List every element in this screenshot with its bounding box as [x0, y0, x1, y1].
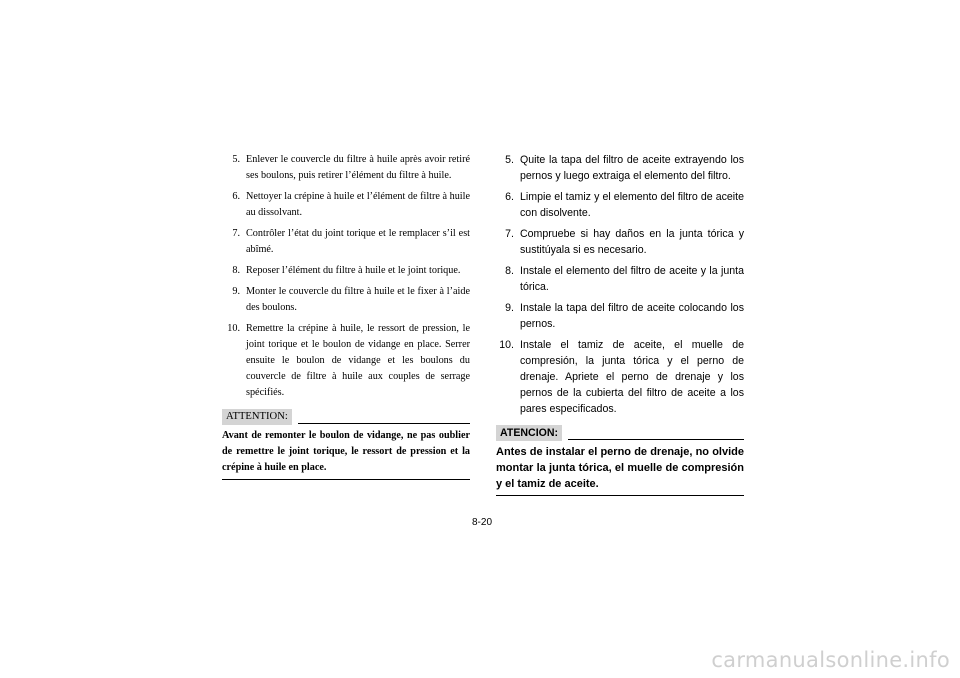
caution-label: ATENCION: — [496, 425, 562, 441]
french-step-7 — [222, 226, 470, 258]
step-number: 8. — [232, 265, 240, 276]
step-text: Instale la tapa del filtro de aceite colocando los pernos. — [520, 302, 744, 330]
page-number: 8-20 — [472, 517, 493, 528]
caution-rule — [298, 423, 470, 424]
french-step-5 — [222, 152, 470, 184]
spanish-step-5 — [496, 152, 744, 184]
spanish-step-8 — [496, 263, 744, 295]
step-number: 6. — [232, 191, 240, 202]
caution-end-rule — [222, 479, 470, 480]
french-step-9 — [222, 284, 470, 316]
step-number: 9. — [232, 286, 240, 297]
spanish-caution-box — [496, 425, 744, 496]
step-number: 6. — [505, 191, 514, 203]
step-text: Contrôler l’état du joint torique et le remplacer s’il est abîmé. — [246, 228, 470, 255]
watermark: carmanualsonline.info — [711, 648, 950, 672]
french-column — [222, 152, 470, 480]
french-caution-box — [222, 409, 470, 480]
step-text: Limpie el tamiz y el elemento del filtro de aceite con disolvente. — [520, 191, 744, 219]
step-text: Reposer l’élément du filtre à huile et le joint torique. — [246, 265, 461, 276]
step-number: 10. — [227, 323, 240, 334]
caution-rule — [568, 439, 744, 440]
step-number: 10. — [499, 339, 514, 351]
step-text: Remettre la crépine à huile, le ressort de pression, le joint torique et le boulon de vidange en place. Serrer ensuite le boulon de vidange et les boulons du couvercle de filtre à huile aux couples de serrage spécifiés. — [246, 323, 470, 398]
caution-header — [496, 425, 744, 441]
caution-header — [222, 409, 470, 425]
spanish-step-6 — [496, 189, 744, 221]
french-steps — [222, 152, 470, 401]
step-number: 5. — [505, 154, 514, 166]
step-number: 7. — [505, 228, 514, 240]
spanish-steps — [496, 152, 744, 417]
step-number: 8. — [505, 265, 514, 277]
spanish-step-9 — [496, 300, 744, 332]
french-step-8 — [222, 263, 470, 279]
step-number: 7. — [232, 228, 240, 239]
step-text: Instale el elemento del filtro de aceite y la junta tórica. — [520, 265, 744, 293]
step-text: Nettoyer la crépine à huile et l’élément de filtre à huile au dissolvant. — [246, 191, 470, 218]
step-text: Quite la tapa del filtro de aceite extrayendo los pernos y luego extraiga el elemento del filtro. — [520, 154, 744, 182]
step-number: 5. — [232, 154, 240, 165]
step-number: 9. — [505, 302, 514, 314]
step-text: Instale el tamiz de aceite, el muelle de compresión, la junta tórica y el perno de drenaje. Apriete el perno de drenaje y los pernos de la cubierta del filtro de aceite a los pares especificados. — [520, 339, 744, 415]
caution-text: Antes de instalar el perno de drenaje, no olvide montar la junta tórica, el muelle de compresión y el tamiz de aceite. — [496, 446, 744, 490]
caution-text: Avant de remonter le boulon de vidange, ne pas oublier de remettre le joint torique, le ressort de pression et la crépine à huile en place. — [222, 430, 470, 473]
french-step-10 — [222, 321, 470, 401]
caution-label: ATTENTION: — [222, 409, 292, 425]
spanish-step-10 — [496, 337, 744, 417]
step-text: Enlever le couvercle du filtre à huile après avoir retiré ses boulons, puis retirer l’élément du filtre à huile. — [246, 154, 470, 181]
step-text: Monter le couvercle du filtre à huile et le fixer à l’aide des boulons. — [246, 286, 470, 313]
caution-end-rule — [496, 495, 744, 496]
french-step-6 — [222, 189, 470, 221]
spanish-column — [496, 152, 744, 496]
spanish-step-7 — [496, 226, 744, 258]
step-text: Compruebe si hay daños en la junta tórica y sustitúyala si es necesario. — [520, 228, 744, 256]
